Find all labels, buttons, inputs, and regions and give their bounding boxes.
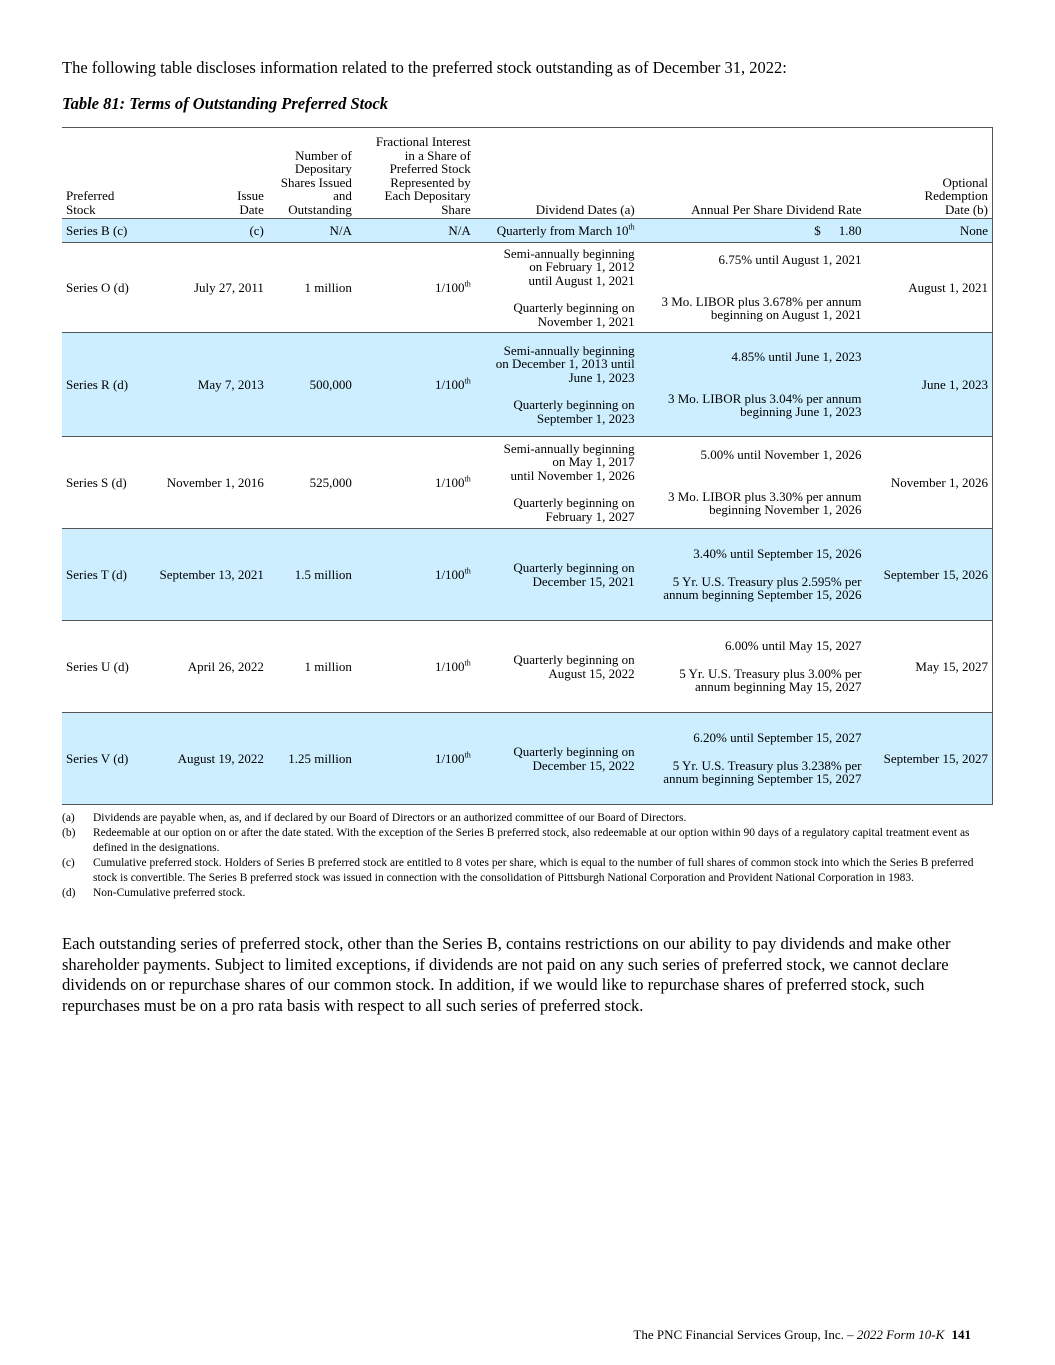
col-fractional-interest: Fractional Interest in a Share of Preferred Stock Represented by Each Depositary Share [356,128,475,219]
issue-date-cell: July 27, 2011 [142,243,268,333]
footnote: (c) Cumulative preferred stock. Holders of Series B preferred stock are entitled to 8 votes per share, which is equal to the number of full shares of common stock into which the Series B preferred stock is convertible. The Series B preferred stock was issued in connection with the consolidation of Pittsburgh National Corporation and Provident National Corporation in 1983. [62,857,974,884]
series-cell: Series R (d) [62,333,142,437]
redemption-cell: June 1, 2023 [866,333,993,437]
fraction-cell: N/A [356,219,475,243]
redemption-cell: May 15, 2027 [866,621,993,713]
shares-cell: 1 million [268,243,356,333]
issue-date-cell: May 7, 2013 [142,333,268,437]
body-paragraph: Each outstanding series of preferred stock, other than the Series B, contains restrictions on our ability to pay dividends and make other shareholder payments. Subject to limited exceptions, if dividends are not paid on any such series of preferred stock, we cannot declare dividends on or repurchase shares of our common stock. In addition, if we would like to repurchase shares of preferred stock, such repurchases must be on a pro rata basis with respect to all such series of preferred stock. [62,934,951,1015]
redemption-cell: September 15, 2026 [866,529,993,621]
shares-cell: 500,000 [268,333,356,437]
page-footer [633,1327,971,1343]
dividend-rate-cell: 3.40% until September 15, 2026 5 Yr. U.S. Treasury plus 2.595% per annum beginning September 15, 2026 [639,529,866,621]
table-row [62,333,993,437]
series-cell: Series S (d) [62,437,142,529]
series-cell: Series O (d) [62,243,142,333]
issue-date-cell: November 1, 2016 [142,437,268,529]
issue-date-cell: September 13, 2021 [142,529,268,621]
col-dividend-rate: Annual Per Share Dividend Rate [639,128,866,219]
shares-cell: 1.5 million [268,529,356,621]
redemption-cell: November 1, 2026 [866,437,993,529]
shares-cell: 525,000 [268,437,356,529]
shares-cell: N/A [268,219,356,243]
col-dividend-dates: Dividend Dates (a) [475,128,639,219]
fraction-cell: 1/100th [356,243,475,333]
col-issue-date: Issue Date [142,128,268,219]
fraction-cell: 1/100th [356,437,475,529]
table-header-row [62,128,993,219]
shares-cell: 1.25 million [268,713,356,805]
col-preferred-stock: Preferred Stock [62,128,142,219]
table-row [62,243,993,333]
fraction-cell: 1/100th [356,333,475,437]
fraction-cell: 1/100th [356,621,475,713]
dividend-dates-cell: Quarterly beginning on December 15, 2021 [475,529,639,621]
dividend-rate-cell: 5.00% until November 1, 2026 3 Mo. LIBOR plus 3.30% per annum beginning November 1, 2026 [639,437,866,529]
table-row [62,529,993,621]
footnotes [62,811,992,901]
dividend-dates-cell: Semi-annually beginning on December 1, 2013 until June 1, 2023 Quarterly beginning on September 1, 2023 [475,333,639,437]
issue-date-cell: April 26, 2022 [142,621,268,713]
intro-text: The following table discloses information related to the preferred stock outstanding as of December 31, 2022: [62,58,787,77]
redemption-cell: None [866,219,993,243]
dividend-dates-cell: Semi-annually beginning on February 1, 2012 until August 1, 2021 Quarterly beginning on November 1, 2021 [475,243,639,333]
issue-date-cell: August 19, 2022 [142,713,268,805]
dividend-rate-cell: 6.20% until September 15, 2027 5 Yr. U.S. Treasury plus 3.238% per annum beginning September 15, 2027 [639,713,866,805]
footnote: (a) Dividends are payable when, as, and if declared by our Board of Directors or an authorized committee of our Board of Directors. [62,812,687,824]
fraction-cell: 1/100th [356,529,475,621]
dividend-rate-cell: 6.00% until May 15, 2027 5 Yr. U.S. Treasury plus 3.00% per annum beginning May 15, 2027 [639,621,866,713]
shares-cell: 1 million [268,621,356,713]
dividend-rate-cell: $ 1.80 [639,219,866,243]
issue-date-cell: (c) [142,219,268,243]
col-depositary-shares: Number of Depositary Shares Issued and Outstanding [268,128,356,219]
table-row [62,437,993,529]
series-cell: Series U (d) [62,621,142,713]
series-cell: Series V (d) [62,713,142,805]
redemption-cell: August 1, 2021 [866,243,993,333]
dividend-dates-cell: Quarterly beginning on December 15, 2022 [475,713,639,805]
dividend-dates-cell: Quarterly beginning on August 15, 2022 [475,621,639,713]
col-redemption-date: Optional Redemption Date (b) [866,128,993,219]
footer-form: 2022 Form 10-K [856,1327,945,1342]
preferred-stock-table [62,127,993,805]
dividend-dates-cell: Quarterly from March 10th [475,219,639,243]
dividend-dates-cell: Semi-annually beginning on May 1, 2017 until November 1, 2026 Quarterly beginning on February 1, 2027 [475,437,639,529]
page-number: 141 [951,1327,971,1342]
series-cell: Series B (c) [62,219,142,243]
footnote: (b) Redeemable at our option on or after the date stated. With the exception of the Series B preferred stock, also redeemable at our option within 90 days of a regulatory capital treatment event as defined in the designations. [62,827,970,854]
footnote: (d) Non-Cumulative preferred stock. [62,887,246,899]
table-row [62,219,993,243]
table-row [62,713,993,805]
fraction-cell: 1/100th [356,713,475,805]
series-cell: Series T (d) [62,529,142,621]
table-title: Table 81: Terms of Outstanding Preferred Stock [62,94,389,113]
redemption-cell: September 15, 2027 [866,713,993,805]
footer-company: The PNC Financial Services Group, Inc. – [633,1327,854,1342]
dividend-rate-cell: 4.85% until June 1, 2023 3 Mo. LIBOR plus 3.04% per annum beginning June 1, 2023 [639,333,866,437]
table-row [62,621,993,713]
dividend-rate-cell: 6.75% until August 1, 2021 3 Mo. LIBOR plus 3.678% per annum beginning on August 1, 2021 [639,243,866,333]
